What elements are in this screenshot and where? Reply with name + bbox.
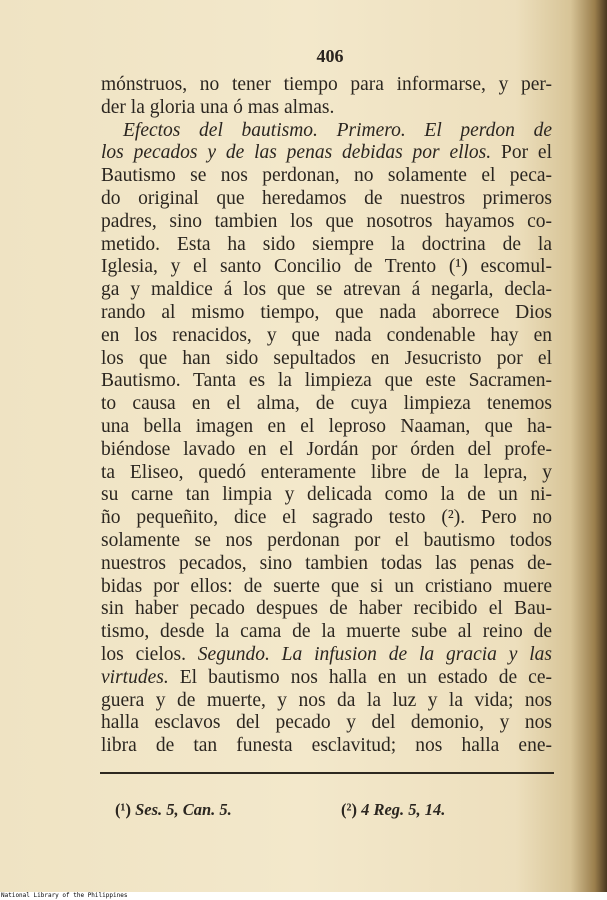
- line-text: solamente se nos perdonan por el bautismo todos: [101, 529, 552, 551]
- line-text: metido. Esta ha sido siempre la doctrina de la: [101, 233, 552, 255]
- line-text: padres, sino tambien los que nosotros hayamos co-: [101, 210, 552, 232]
- line-text: los que han sido sepultados en Jesucristo por el: [101, 347, 552, 369]
- text-line: [101, 416, 552, 439]
- footnote-1: [115, 800, 232, 820]
- text-line: [101, 165, 552, 188]
- text-line: [101, 690, 552, 713]
- line-text: biéndose lavado en el Jordán por órden del profe-: [101, 438, 552, 460]
- text-line: [101, 712, 552, 735]
- text-line: [101, 598, 552, 621]
- text-line: [101, 439, 552, 462]
- line-text: Iglesia, y el santo Concilio de Trento (¹) escomul-: [101, 256, 552, 278]
- text-line: [101, 576, 552, 599]
- text-line: [101, 142, 552, 165]
- line-text: El bautismo nos halla en un estado de ce-: [168, 666, 552, 688]
- text-line: [101, 234, 552, 257]
- text-line: [101, 256, 552, 279]
- line-text: sin haber pecado despues de haber recibido el Bau-: [101, 598, 552, 620]
- text-line: [101, 74, 552, 97]
- text-line: [101, 735, 552, 758]
- text-line: [101, 621, 552, 644]
- line-text: nuestros pecados, sino tambien todas las penas de-: [101, 552, 552, 574]
- line-text: Por el: [491, 142, 552, 164]
- footnote-2: [341, 800, 445, 820]
- line-text: tismo, desde la cama de la muerte sube al reino de: [101, 621, 552, 643]
- line-text: una bella imagen en el leproso Naaman, que ha-: [101, 415, 552, 437]
- text-line: [101, 667, 552, 690]
- line-text: der la gloria una ó mas almas.: [101, 96, 335, 118]
- italic-text: los pecados y de las penas debidas por ellos.: [101, 142, 492, 164]
- body-text: [101, 74, 552, 758]
- line-text: Bautismo se nos perdonan, no solamente el peca-: [101, 165, 552, 187]
- italic-text: Efectos del bautismo. Primero. El perdon de: [123, 119, 552, 141]
- text-line: [101, 530, 552, 553]
- footnote-citation: 4 Reg. 5, 14.: [361, 800, 446, 819]
- line-text: ta Eliseo, quedó enteramente libre de la lepra, y: [101, 461, 552, 483]
- library-credit: National Library of the Philippines: [1, 892, 128, 899]
- line-text: su carne tan limpia y delicada como la de un ni-: [101, 484, 552, 506]
- line-text: libra de tan funesta esclavitud; nos halla ene-: [101, 735, 552, 757]
- line-text: ño pequeñito, dice el sagrado testo (²). Pero no: [101, 507, 552, 529]
- line-text: bidas por ellos: de suerte que si un cristiano muere: [101, 575, 552, 597]
- text-line: [101, 644, 552, 667]
- line-text: mónstruos, no tener tiempo para informarse, y per-: [101, 74, 552, 95]
- text-line: [101, 325, 552, 348]
- page-number: 406: [316, 46, 344, 66]
- line-text: rando al mismo tiempo, que nada aborrece Dios: [101, 301, 552, 323]
- text-line: [101, 348, 552, 371]
- footnote-rule: [100, 772, 554, 774]
- text-line: [101, 393, 552, 416]
- text-line: [101, 462, 552, 485]
- line-text: los cielos.: [101, 643, 186, 665]
- text-line: [101, 188, 552, 211]
- text-line: [101, 507, 552, 530]
- italic-text: virtudes.: [101, 666, 169, 688]
- text-line: [101, 211, 552, 234]
- text-line: [101, 120, 552, 143]
- footnote-citation: Ses. 5, Can. 5.: [135, 800, 232, 819]
- text-line: [101, 370, 552, 393]
- line-text: ga y maldice á los que se atrevan á negarla, decla-: [101, 279, 552, 301]
- text-line: [101, 484, 552, 507]
- footnote-marker: (²): [341, 800, 357, 819]
- text-line: [101, 553, 552, 576]
- text-line: [101, 279, 552, 302]
- line-text: en los renacidos, y que nada condenable hay en: [101, 324, 552, 346]
- line-text: halla esclavos del pecado y del demonio, y nos: [101, 712, 552, 734]
- text-line: [101, 302, 552, 325]
- line-text: do original que heredamos de nuestros primeros: [101, 187, 552, 209]
- text-line: [101, 97, 552, 120]
- line-text: guera y de muerte, y nos da la luz y la vida; nos: [101, 689, 552, 711]
- footnote-marker: (¹): [115, 800, 131, 819]
- italic-text: Segundo. La infusion de la gracia y las: [185, 643, 552, 665]
- line-text: Bautismo. Tanta es la limpieza que este Sacramen-: [101, 370, 552, 392]
- line-text: to causa en el alma, de cuya limpieza tenemos: [101, 393, 552, 415]
